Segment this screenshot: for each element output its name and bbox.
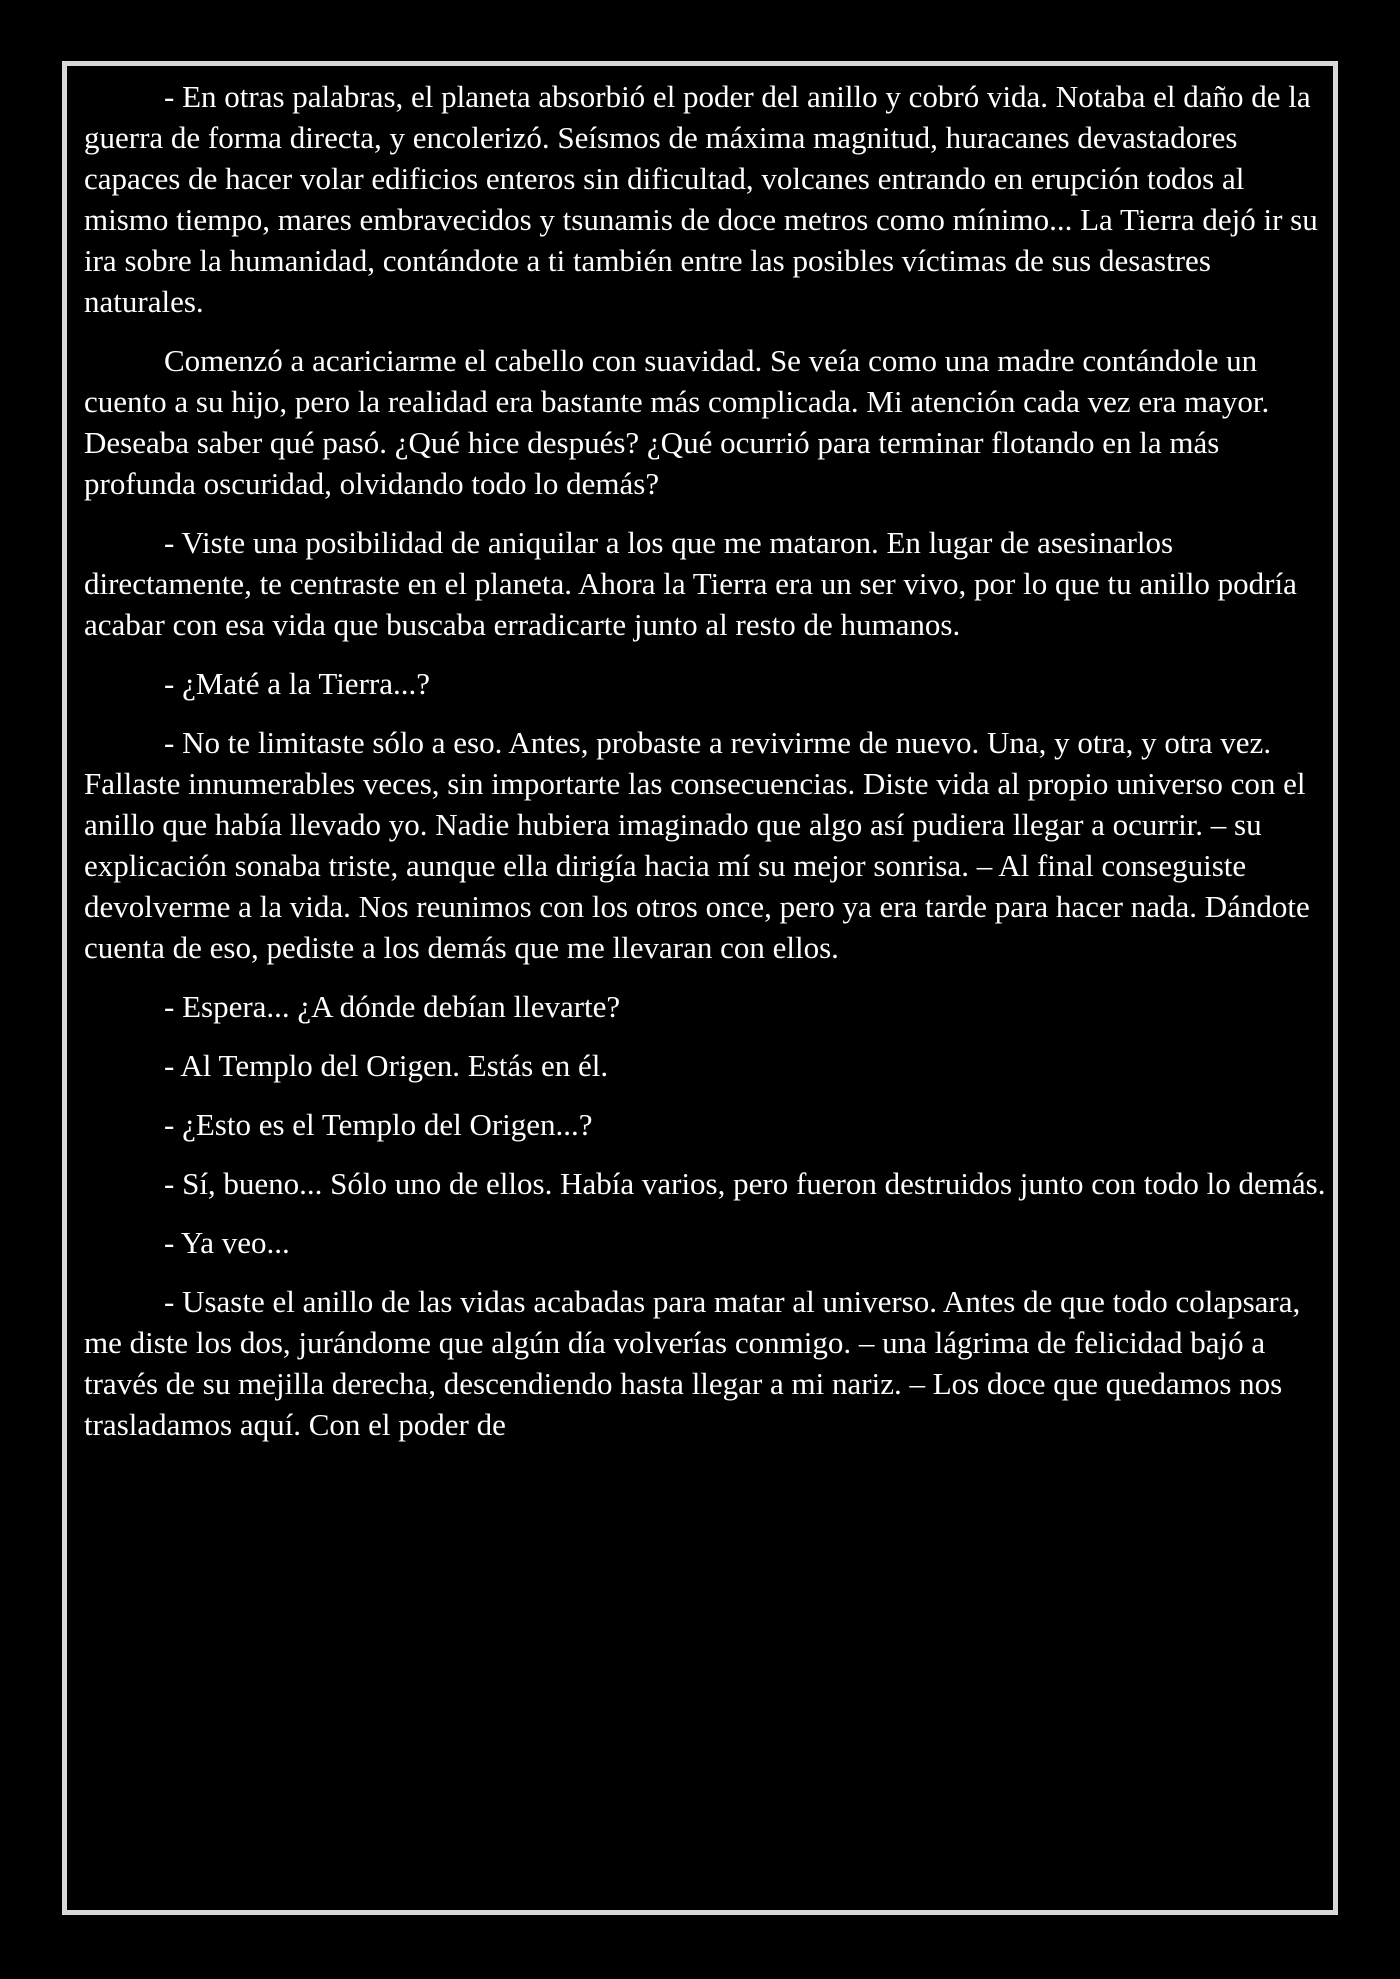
paragraph-6: - Espera... ¿A dónde debían llevarte? xyxy=(164,989,621,1024)
paragraph-4: - ¿Maté a la Tierra...? xyxy=(164,666,430,701)
paragraph-8: - ¿Esto es el Templo del Origen...? xyxy=(164,1107,593,1142)
paragraph-10: - Ya veo... xyxy=(164,1225,290,1260)
paragraph-5: - No te limitaste sólo a eso. Antes, probaste a revivirme de nuevo. Una, y otra, y otra vez. Fallaste innumerables veces, sin importarte las consecuencias. Diste vida al propio universo con el anillo que había llevado yo. Nadie hubiera imaginado que algo así pudiera llegar a ocurrir. – su explicación sonaba triste, aunque ella dirigía hacia mí su mejor sonrisa. – Al final conseguiste devolverme a la vida. Nos reunimos con los otros once, pero ya era tarde para hacer nada. Dándote cuenta de eso, pediste a los demás que me llevaran con ellos. xyxy=(84,725,1310,965)
paragraph-9: - Sí, bueno... Sólo uno de ellos. Había varios, pero fueron destruidos junto con todo lo demás. xyxy=(164,1166,1326,1201)
paragraph-11: - Usaste el anillo de las vidas acabadas para matar al universo. Antes de que todo colapsara, me diste los dos, jurándome que algún día volverías conmigo. – una lágrima de felicidad bajó a través de su mejilla derecha, descendiendo hasta llegar a mi nariz. – Los doce que quedamos nos trasladamos aquí. Con el poder de xyxy=(84,1284,1301,1442)
document-text xyxy=(84,76,1334,1463)
paragraph-1: - En otras palabras, el planeta absorbió el poder del anillo y cobró vida. Notaba el daño de la guerra de forma directa, y encolerizó. Seísmos de máxima magnitud, huracanes devastadores capaces de hacer volar edificios enteros sin dificultad, volcanes entrando en erupción todos al mismo tiempo, mares embravecidos y tsunamis de doce metros como mínimo... La Tierra dejó ir su ira sobre la humanidad, contándote a ti también entre las posibles víctimas de sus desastres naturales. xyxy=(84,79,1318,319)
page-frame xyxy=(62,61,1338,1915)
paragraph-7: - Al Templo del Origen. Estás en él. xyxy=(164,1048,609,1083)
paragraph-3: - Viste una posibilidad de aniquilar a los que me mataron. En lugar de asesinarlos directamente, te centraste en el planeta. Ahora la Tierra era un ser vivo, por lo que tu anillo podría acabar con esa vida que buscaba erradicarte junto al resto de humanos. xyxy=(84,525,1297,642)
paragraph-2: Comenzó a acariciarme el cabello con suavidad. Se veía como una madre contándole un cuento a su hijo, pero la realidad era bastante más complicada. Mi atención cada vez era mayor. Deseaba saber qué pasó. ¿Qué hice después? ¿Qué ocurrió para terminar flotando en la más profunda oscuridad, olvidando todo lo demás? xyxy=(84,343,1270,501)
